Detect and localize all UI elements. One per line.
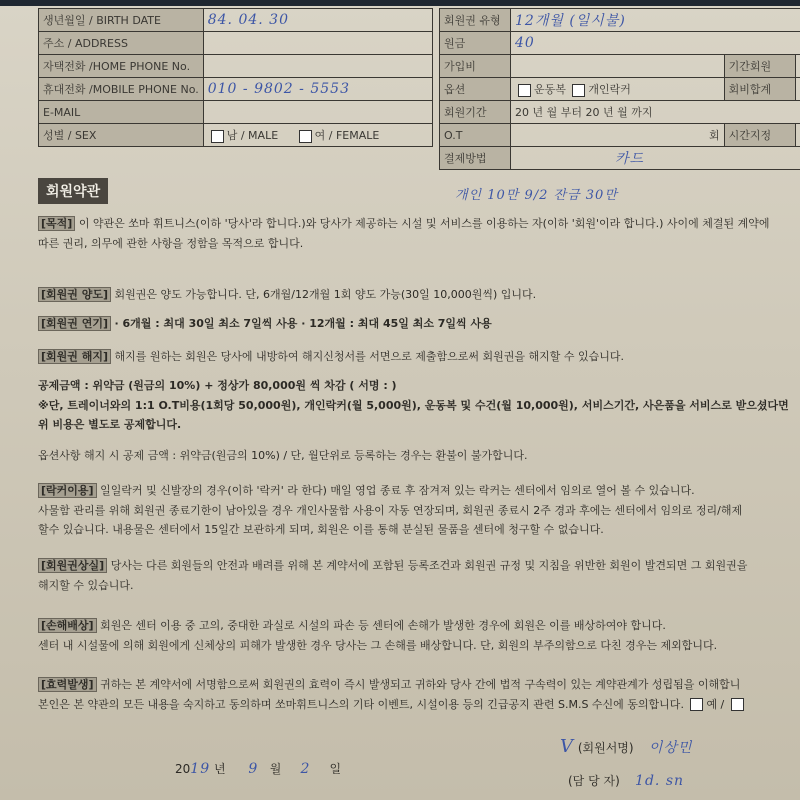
deduction-line-1: 공제금액 : 위약금 (원금의 10%) + 정상가 80,000원 씩 차감 ( 서명 : ) [38, 379, 397, 392]
member-signature[interactable]: 이상민 [648, 740, 693, 756]
transfer-line-1: 회원권은 양도 가능합니다. 단, 6개월/12개월 1회 양도 가능(30일 10,000원씩) 입니다. [114, 288, 537, 301]
email-label: E-MAIL [39, 101, 204, 124]
extend-clause [38, 314, 800, 334]
female-label: 여 / FEMALE [314, 129, 380, 142]
prepaid-label: 가입비 [440, 55, 511, 78]
mobile-phone-label: 휴대전화 /MOBILE PHONE No. [39, 78, 204, 101]
option-cancel-clause [38, 446, 800, 466]
locker-heading: [락커이용] [38, 483, 97, 498]
purpose-line-2: 따른 권리, 의무에 관한 사항을 정함을 목적으로 합니다. [38, 236, 304, 250]
duration-label: 회원기간 [440, 101, 511, 124]
ot-label: O.T [440, 124, 511, 147]
payment-label: 결제방법 [440, 147, 511, 170]
locker-line-3: 할수 있습니다. 내용물은 센터에서 15일간 보관하게 되며, 회원은 이를 통해 분실된 물품을 센터에 청구할 수 없습니다. [38, 523, 604, 536]
date-prefix: 20 [175, 762, 191, 776]
effect-line-2: 본인은 본 약관의 모든 내용을 숙지하고 동의하며 쏘마휘트니스의 기타 이벤트, 시설이용 등의 긴급공지 관련 S.M.S 수신에 동의합니다. [38, 697, 684, 711]
terms-title: 회원약관 [38, 178, 108, 204]
payment-value[interactable]: 카드 [615, 151, 645, 167]
locker-label: 개인락커 [588, 83, 631, 96]
transfer-heading: [회원권 양도] [38, 287, 111, 302]
damage-line-2: 센터 내 시설물에 의해 회원에게 신체상의 피해가 발생한 경우 당사는 그 손해를 배상합니다. 단, 회원의 부주의함으로 다친 경우는 제외합니다. [38, 638, 718, 652]
female-checkbox[interactable] [299, 130, 312, 143]
membership-type-value[interactable]: 12개월 (일시불) [515, 13, 626, 29]
loss-heading: [회원권상실] [38, 558, 107, 573]
damage-clause [38, 616, 800, 655]
sms-consent-yes-checkbox[interactable] [690, 698, 703, 711]
uniform-checkbox[interactable] [518, 84, 531, 97]
options-label: 옵션 [440, 78, 511, 101]
date-year[interactable]: 19 [190, 761, 211, 777]
period-label: 기간회원 [724, 55, 795, 78]
day-unit: 일 [329, 762, 342, 776]
cancel-heading: [회원권 해지] [38, 349, 111, 364]
month-unit: 월 [269, 762, 282, 776]
date-day[interactable]: 2 [300, 761, 311, 777]
purpose-heading: [목적] [38, 216, 75, 231]
locker-line-2: 사물함 관리를 위해 회원권 종료기한이 남아있을 경우 개인사물함 사용이 자동 연장되며, 회원권 종료시 2주 경과 후에는 센터에서 임의로 정리/해제 [38, 503, 743, 517]
membership-table [439, 8, 800, 170]
member-signature-line [560, 736, 692, 757]
extend-line-1: · 6개월 : 최대 30일 최소 7일씩 사용 · 12개월 : 최대 45일 최소 7일씩 사용 [114, 317, 492, 330]
ot-times[interactable]: 회 [511, 124, 725, 147]
sms-consent-no-checkbox[interactable] [731, 698, 744, 711]
cancel-line-1: 해지를 원하는 회원은 당사에 내방하여 해지신청서를 서면으로 제출함으로써 회원권을 해지할 수 있습니다. [114, 350, 625, 363]
member-signature-label: (회원서명) [577, 741, 634, 755]
membership-type-label: 회원권 유형 [440, 9, 511, 32]
option-cancel-line-1: 옵션사항 해지 시 공제 금액 : 위약금(원금의 10%) / 단, 월단위로 등록하는 경우는 환불이 불가합니다. [38, 449, 528, 462]
price-label: 원금 [440, 32, 511, 55]
duration-value[interactable]: 20 년 월 부터 20 년 월 까지 [511, 101, 800, 124]
address-value[interactable] [203, 32, 432, 55]
cancel-clause [38, 347, 800, 367]
effect-clause [38, 675, 800, 714]
locker-clause [38, 481, 800, 540]
year-unit: 년 [213, 762, 226, 776]
birth-date-value[interactable]: 84. 04. 30 [207, 12, 289, 28]
address-label: 주소 / ADDRESS [39, 32, 204, 55]
effect-heading: [효력발생] [38, 677, 97, 692]
time-slot-label: 시간지정 [724, 124, 795, 147]
sms-consent-yes-label: 예 / [706, 697, 725, 711]
damage-heading: [손해배상] [38, 618, 97, 633]
staff-signature[interactable]: 1d. sn [635, 773, 685, 789]
birth-date-label: 생년월일 / BIRTH DATE [39, 9, 204, 32]
deduction-line-3: 위 비용은 별도로 공제합니다. [38, 418, 182, 431]
signature-check-mark: V [560, 736, 574, 757]
loss-line-2: 해지할 수 있습니다. [38, 578, 134, 592]
price-value[interactable]: 40 [515, 35, 535, 51]
locker-line-1: 일일락커 및 신발장의 경우(이하 '락커' 라 한다) 매일 영업 종료 후 잠겨져 있는 락커는 센터에서 임의로 열어 볼 수 있습니다. [100, 484, 695, 497]
top-edge [0, 0, 800, 6]
member-info-table [38, 8, 433, 147]
gender-label: 성별 / SEX [39, 124, 204, 147]
mobile-phone-value[interactable]: 010 - 9802 - 5553 [207, 81, 350, 97]
staff-signature-line [568, 772, 684, 789]
uniform-label: 운동복 [534, 83, 566, 96]
time-slot-value[interactable] [795, 124, 800, 147]
handwritten-note: 개인 10만 9/2 잔금 30만 [455, 188, 618, 203]
email-value[interactable] [203, 101, 432, 124]
prepaid-value[interactable] [511, 55, 725, 78]
extend-heading: [회원권 연기] [38, 316, 111, 331]
date-month[interactable]: 9 [248, 761, 259, 777]
period-value[interactable] [795, 55, 800, 78]
locker-checkbox[interactable] [572, 84, 585, 97]
damage-line-1: 회원은 센터 이용 중 고의, 중대한 과실로 시설의 파손 등 센터에 손해가 발생한 경우에 회원은 이를 배상하여야 합니다. [100, 619, 666, 632]
loss-line-1: 당사는 다른 회원들의 안전과 배려를 위해 본 계약서에 포함된 등록조건과 회원권 규정 및 지침을 위반한 회원이 발견되면 그 회원권을 [110, 559, 748, 572]
date-line [175, 760, 341, 777]
male-label: 남 / MALE [226, 129, 279, 142]
purpose-line-1: 이 약관은 쏘마 휘트니스(이하 '당사'라 합니다.)와 당사가 제공하는 시설 및 서비스를 이용하는 자(이하 '회원'이라 합니다.) 사이에 체결된 계약에 [78, 217, 770, 230]
purpose-clause [38, 214, 800, 253]
deduction-clause [38, 376, 800, 435]
loss-clause [38, 556, 800, 595]
home-phone-label: 자택전화 /HOME PHONE No. [39, 55, 204, 78]
transfer-clause [38, 285, 800, 305]
member-fee-label: 회비합계 [724, 78, 795, 101]
deduction-line-2: ※단, 트레이너와의 1:1 O.T비용(1회당 50,000원), 개인락커(월 5,000원), 운동복 및 수건(월 10,000원), 서비스기간, 사은품을 서비스로 받으셨다면 [38, 398, 789, 412]
effect-line-1: 귀하는 본 계약서에 서명함으로써 회원권의 효력이 즉시 발생되고 귀하와 당사 간에 법적 구속력이 있는 계약관계가 성립됨을 이해합니 [100, 678, 741, 691]
member-fee-value[interactable] [795, 78, 800, 101]
home-phone-value[interactable] [203, 55, 432, 78]
male-checkbox[interactable] [211, 130, 224, 143]
staff-label: (담 당 자) [568, 774, 620, 788]
